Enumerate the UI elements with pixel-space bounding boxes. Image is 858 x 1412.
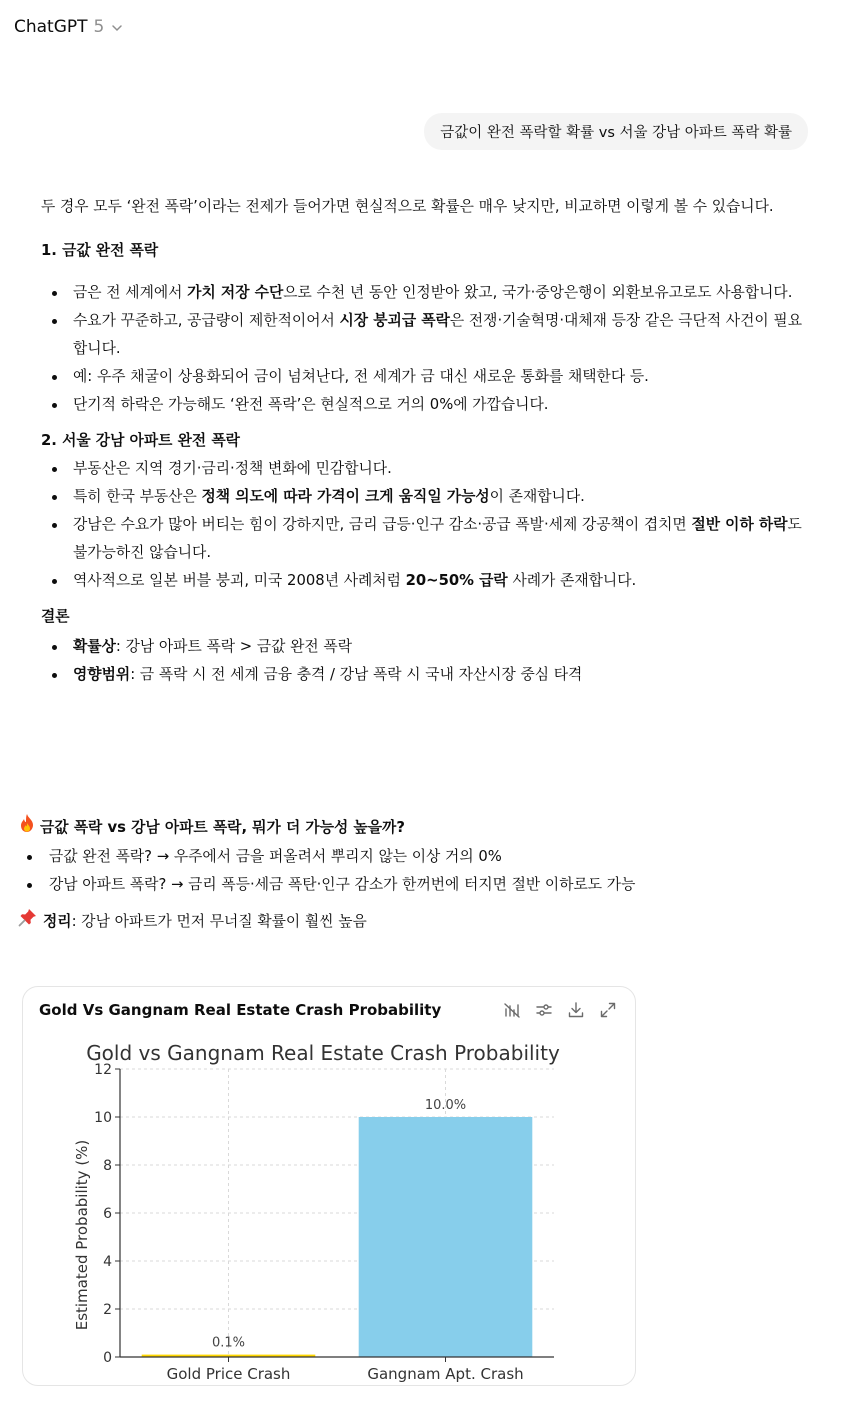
y-tick-label: 10 xyxy=(94,1110,112,1126)
list-item: 예: 우주 채굴이 상용화되어 금이 넘쳐난다, 전 세계가 금 대신 새로운 통화를 채택한다 등. xyxy=(73,363,816,391)
y-tick-label: 2 xyxy=(103,1302,112,1318)
pushpin-icon xyxy=(18,907,38,937)
fire-icon xyxy=(18,813,36,843)
assistant-answer xyxy=(41,193,816,697)
chart-card xyxy=(22,986,636,1386)
x-tick-label: Gold Price Crash xyxy=(166,1365,291,1383)
y-tick-label: 0 xyxy=(103,1350,112,1366)
user-message-bubble: 금값이 완전 폭락할 확률 vs 서울 강남 아파트 폭락 확률 xyxy=(424,113,808,150)
list-item: 수요가 꾸준하고, 공급량이 제한적이어서 시장 붕괴급 폭락은 전쟁·기술혁명·대체재 등장 같은 극단적 사건이 필요합니다. xyxy=(73,307,816,363)
chart-toggle-icon[interactable] xyxy=(503,1001,521,1019)
data-label: 10.0% xyxy=(424,1098,467,1113)
bar xyxy=(359,1117,533,1357)
chevron-down-icon xyxy=(110,20,124,34)
conclusion-list xyxy=(41,633,816,689)
answer-intro: 두 경우 모두 ‘완전 폭락’이라는 전제가 들어가면 현실적으로 확률은 매우 낮지만, 비교하면 이렇게 볼 수 있습니다. xyxy=(41,198,774,215)
list-item: 금값 완전 폭락? → 우주에서 금을 퍼올려서 뿌리지 않는 이상 거의 0% xyxy=(49,843,818,871)
comparison-summary xyxy=(18,813,818,937)
summary-label: 정리 xyxy=(43,913,72,930)
y-tick-label: 12 xyxy=(94,1062,112,1078)
y-tick-label: 8 xyxy=(103,1158,112,1174)
list-item: 금은 전 세계에서 가치 저장 수단으로 수천 년 동안 인정받아 왔고, 국가·중앙은행이 외환보유고로도 사용합니다. xyxy=(73,279,816,307)
section2-list xyxy=(41,455,816,595)
comparison-list xyxy=(18,843,818,899)
bar-chart xyxy=(23,1027,635,1387)
list-item: 확률상: 강남 아파트 폭락 > 금값 완전 폭락 xyxy=(73,633,816,661)
model-version: 5 xyxy=(93,17,105,37)
data-label: 0.1% xyxy=(211,1335,246,1351)
app-title: ChatGPT xyxy=(14,17,88,37)
y-axis-label: Estimated Probability (%) xyxy=(73,1139,91,1331)
settings-sliders-icon[interactable] xyxy=(535,1001,553,1019)
list-item: 강남은 수요가 많아 버티는 힘이 강하지만, 금리 급등·인구 감소·공급 폭발·세제 강공책이 겹치면 절반 이하 하락도 불가능하진 않습니다. xyxy=(73,511,816,567)
section2-heading: 2. 서울 강남 아파트 완전 폭락 xyxy=(41,432,240,449)
summary-line xyxy=(18,907,818,937)
chart-title: Gold vs Gangnam Real Estate Crash Probability xyxy=(86,1041,560,1065)
list-item: 단기적 하락은 가능해도 ‘완전 폭락’은 현실적으로 거의 0%에 가깝습니다. xyxy=(73,391,816,419)
download-icon[interactable] xyxy=(567,1001,585,1019)
chart-card-title: Gold Vs Gangnam Real Estate Crash Probability xyxy=(39,1001,442,1019)
x-tick-label: Gangnam Apt. Crash xyxy=(367,1365,524,1383)
chart-card-toolbar xyxy=(503,1001,617,1019)
summary-text: : 강남 아파트가 먼저 무너질 확률이 훨씬 높음 xyxy=(71,913,367,930)
section1-list xyxy=(41,279,816,419)
y-tick-label: 6 xyxy=(103,1206,112,1222)
expand-icon[interactable] xyxy=(599,1001,617,1019)
list-item: 강남 아파트 폭락? → 금리 폭등·세금 폭탄·인구 감소가 한꺼번에 터지면 절반 이하로도 가능 xyxy=(49,871,818,899)
list-item: 영향범위: 금 폭락 시 전 세계 금융 충격 / 강남 폭락 시 국내 자산시장 중심 타격 xyxy=(73,661,816,689)
model-selector[interactable] xyxy=(14,17,124,37)
conclusion-heading: 결론 xyxy=(41,608,70,625)
list-item: 부동산은 지역 경기·금리·정책 변화에 민감합니다. xyxy=(73,455,816,483)
list-item: 특히 한국 부동산은 정책 의도에 따라 가격이 크게 움직일 가능성이 존재합니다. xyxy=(73,483,816,511)
comparison-heading: 금값 폭락 vs 강남 아파트 폭락, 뭐가 더 가능성 높을까? xyxy=(18,813,818,843)
list-item: 역사적으로 일본 버블 붕괴, 미국 2008년 사례처럼 20~50% 급락 사례가 존재합니다. xyxy=(73,567,816,595)
y-tick-label: 4 xyxy=(103,1254,112,1270)
section1-heading: 1. 금값 완전 폭락 xyxy=(41,242,159,259)
